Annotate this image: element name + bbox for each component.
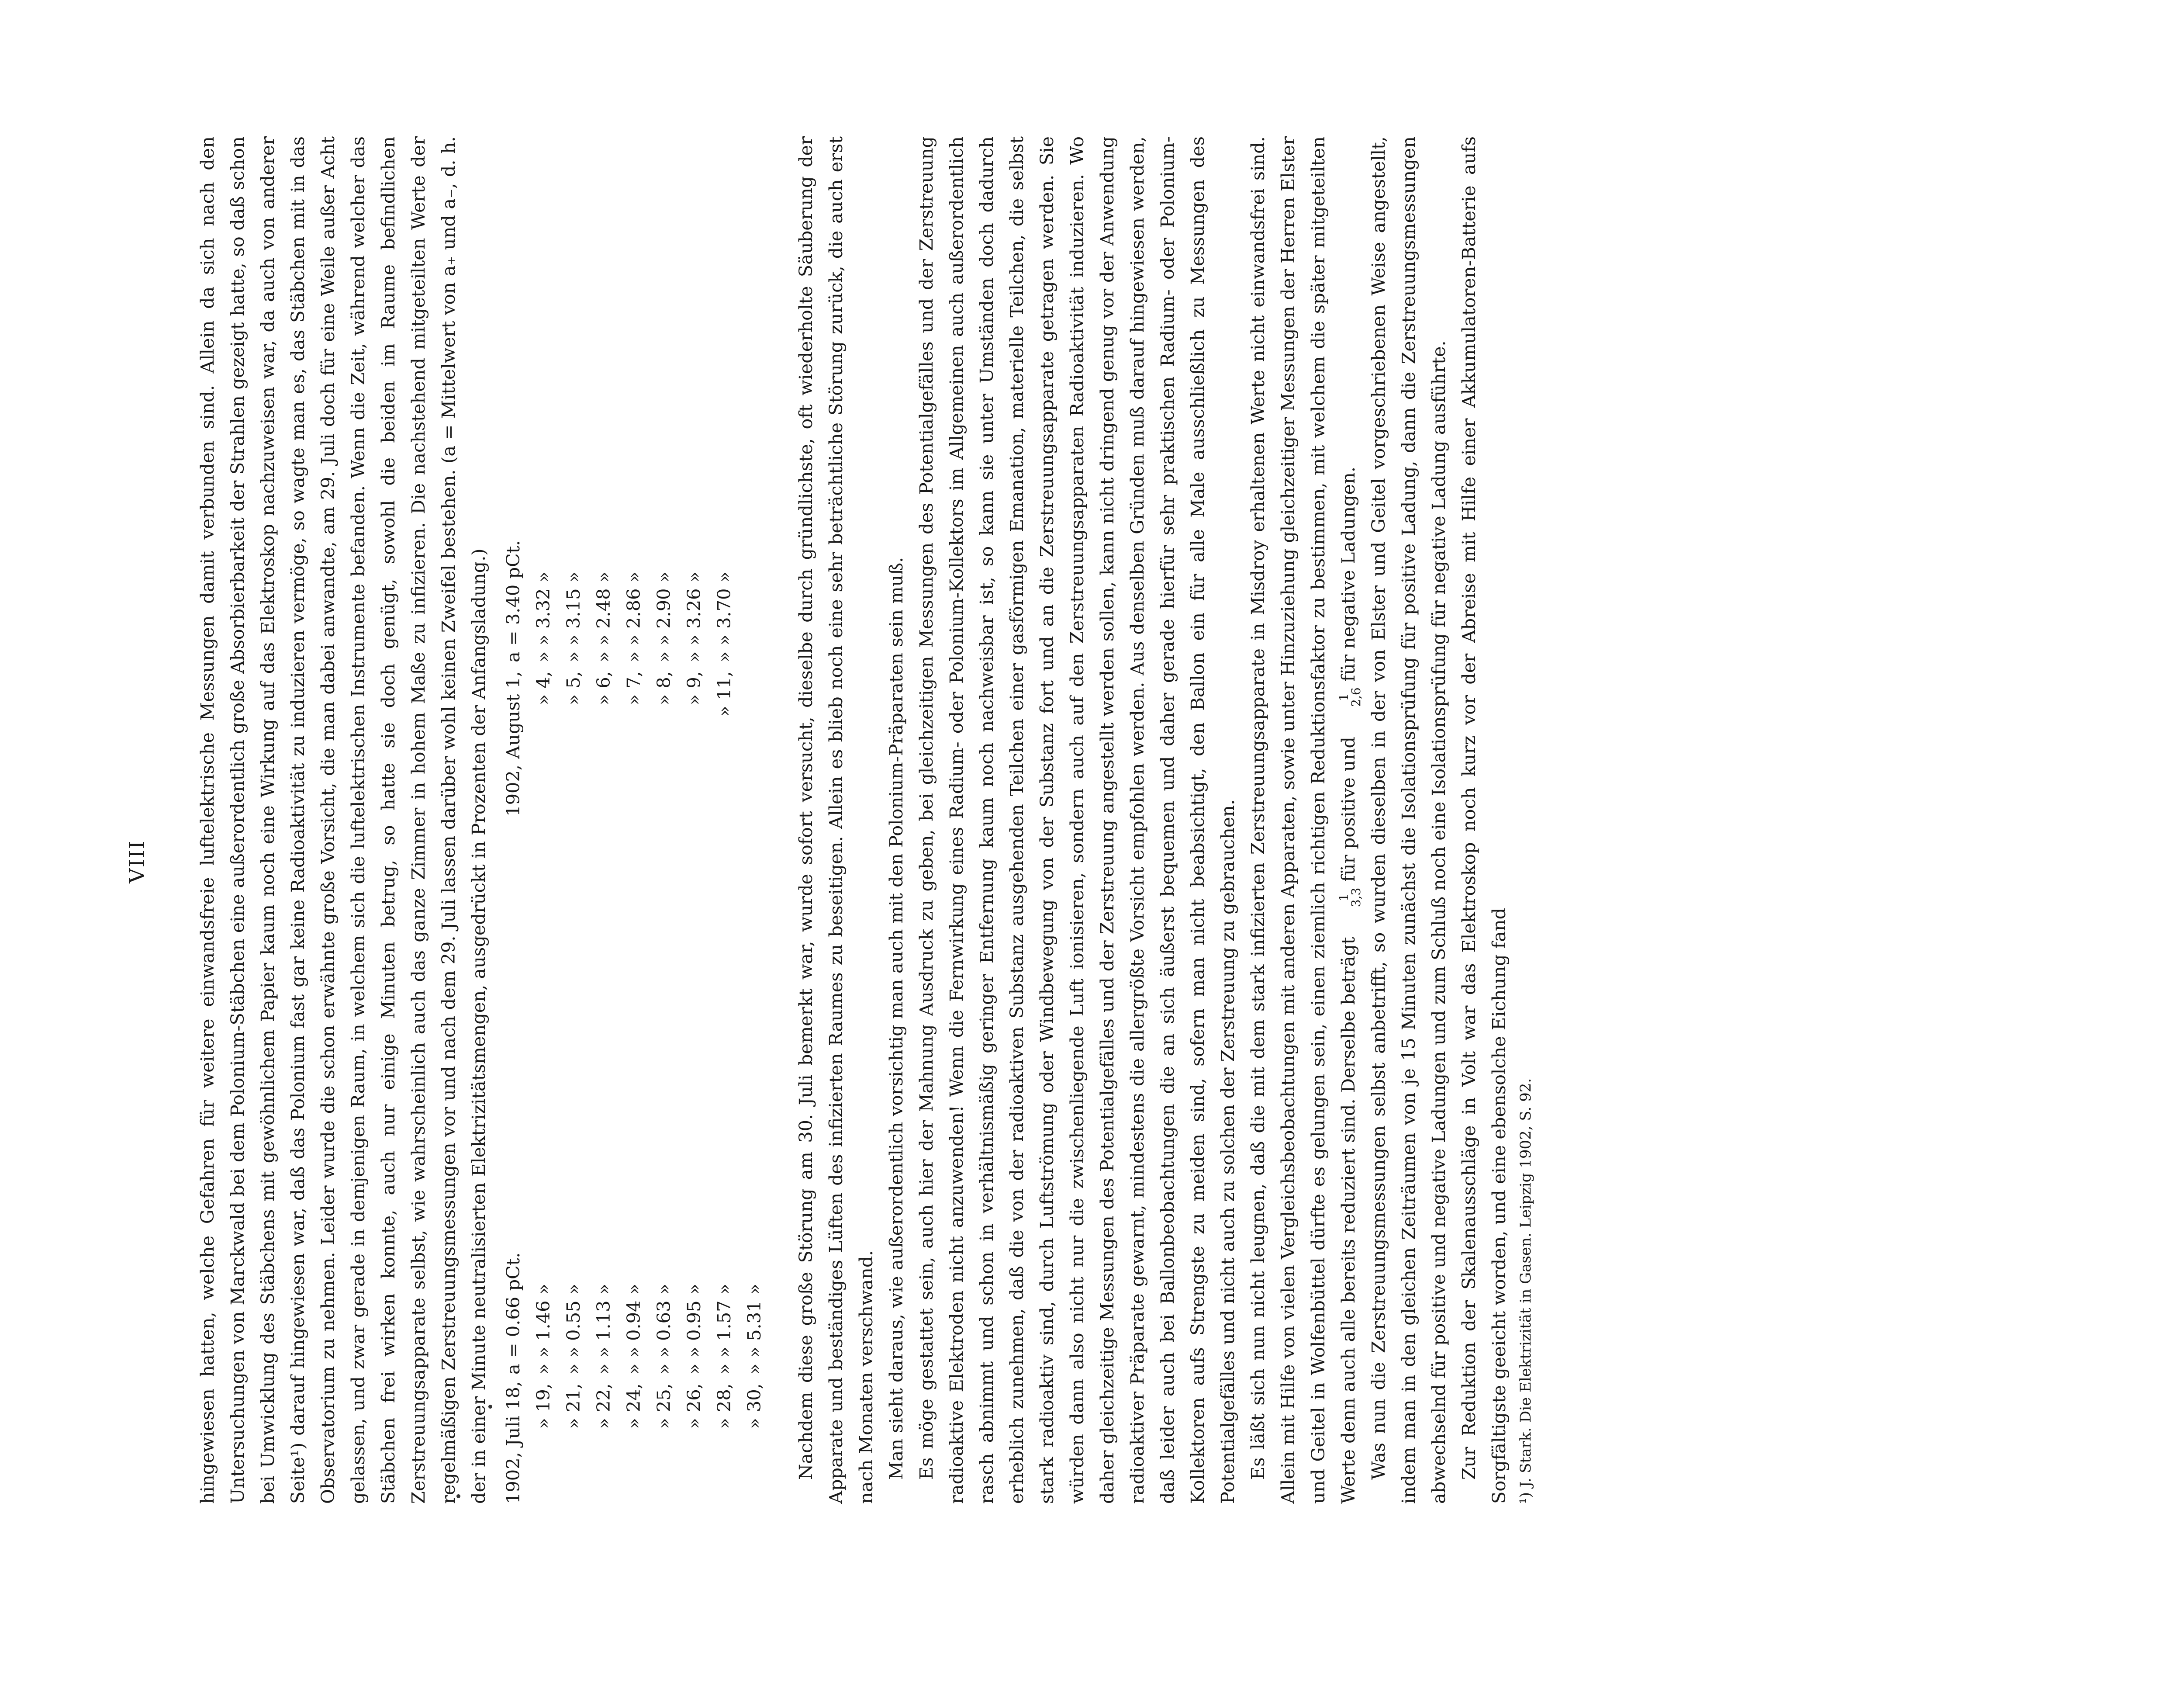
row-value: » » 1.13 »	[593, 1283, 614, 1375]
paragraph: Was nun die Zerstreuungsmessungen selbst anbetrifft, so wurden dieselben in der von Elster und Geitel vorgeschriebenen Weise angestellt, indem man in den gleichen Zeiträumen von je 15 Minuten zunächst die Isolationsprüfung für positive Ladung, dann die Zerstreuungsmessungen abwechselnd für positive und negative Ladungen und zum Schluß noch eine Isolationsprüfung für negative Ladung ausführte.	[1368, 136, 1449, 1504]
table-row	[528, 540, 558, 822]
table-row	[709, 1252, 739, 1504]
row-value: » » 0.95 »	[683, 1283, 705, 1375]
fraction-negative-label: für negative Ladungen.	[1337, 466, 1359, 682]
row-value: » » 3.26 »	[683, 571, 705, 662]
row-date: » 26,	[683, 1383, 705, 1429]
row-date: » 5,	[563, 671, 584, 706]
row-value: » » 0.55 »	[563, 1283, 584, 1375]
row-value: » » 1.57 »	[713, 1283, 735, 1375]
paragraph: Es möge gestattet sein, auch hier der Mahnung Ausdruck zu geben, bei gleichzeitigen Messungen des Potentialgefälles und der Zerstreuung radioaktive Elektroden nicht anzuwenden! Wenn die Fernwirkung eines Radium- oder Polonium-Kollektors im Allgemeinen auch außerordentlich rasch abnimmt und schon in verhältnismäßig geringer Entfernung kaum noch nachweisbar ist, so kann sie unter Umständen doch dadurch erheblich zunehmen, daß die von der radioaktiven Substanz ausgehenden Teilchen einer gasförmigen Emanation, materielle Teilchen, die selbst stark radioaktiv sind, durch Luftströmung oder Windbewegung von der Substanz fort und an die Zerstreuungsapparate getragen werden. Sie würden dann also nicht nur die zwischenliegende Luft ionisieren, sondern auch auf den Zerstreuungsapparaten Radioaktivität induzieren. Wo daher gleichzeitige Messungen des Potentialgefälles und der Zerstreuung angestellt werden sollen, kann nicht dringend genug vor der Anwendung radioaktiver Präparate gewarnt, mindestens die allergrößte Vorsicht empfohlen werden. Aus denselben Gründen muß darauf hingewiesen werden, daß leider auch bei Ballonbeobachtungen die an sich äußerst bequemen und daher gerade hierfür sehr praktischen Radium- oder Polonium-Kollektoren aufs Strengste zu meiden sind, sofern man nicht beabsichtigt, den Ballon ein für alle Male ausschließlich zu Messungen des Potentialgefälles und nicht auch zu solchen der Zerstreuung zu gebrauchen.	[916, 136, 1238, 1504]
table-row	[588, 1252, 619, 1504]
fraction-positive-label: für positive und	[1337, 737, 1359, 882]
paragraph: Zur Reduktion der Skalenausschläge in Volt war das Elektroskop noch kurz vor der Abreise mit Hilfe einer Akkumulatoren-Batterie aufs Sorgfältigste geeicht worden, und eine ebensolche Eichung fand	[1458, 136, 1510, 1504]
row-value: » » 0.94 »	[623, 1283, 644, 1375]
table-row	[679, 1252, 709, 1504]
table-row	[619, 1252, 649, 1504]
page-number: VIII	[125, 840, 149, 883]
table-july	[498, 1252, 769, 1504]
row-date: » 7,	[623, 671, 644, 706]
row-date: » 4,	[532, 671, 554, 706]
row-value: » » 1.46 »	[532, 1283, 554, 1375]
table-row	[649, 540, 679, 822]
footnote: ¹) J. Stark. Die Elektrizität in Gasen. Leipzig 1902, S. 92.	[1517, 1078, 1534, 1504]
row-date: » 28,	[713, 1383, 735, 1429]
table-row	[649, 1252, 679, 1504]
measurement-tables	[498, 136, 784, 1504]
paragraph: Nachdem diese große Störung am 30. Juli bemerkt war, wurde sofort versucht, dieselbe durch gründlichste, oft wiederholte Säuberung der Apparate und beständiges Lüften des infizierten Raumes zu beseitigen. Allein es blieb noch eine sehr beträchtliche Störung zurück, die auch erst nach Monaten verschwand.	[795, 136, 877, 1504]
row-date: 1902, Juli 18,	[502, 1381, 524, 1504]
row-value: a = 0.66 pCt.	[502, 1252, 524, 1375]
row-value: » » 3.15 »	[563, 571, 584, 662]
row-value: » » 2.86 »	[623, 571, 644, 662]
row-date: » 8,	[653, 671, 674, 706]
row-value: a = 3.40 pCt.	[502, 540, 524, 662]
row-value: » » 0.63 »	[653, 1283, 674, 1375]
table-row	[588, 540, 619, 822]
table-row	[739, 1252, 769, 1504]
paragraph-reduction	[1243, 136, 1363, 1504]
row-date: » 22,	[593, 1383, 614, 1429]
table-row	[558, 540, 588, 822]
table-row	[498, 1252, 528, 1504]
row-date: » 21,	[563, 1383, 584, 1429]
table-row	[619, 540, 649, 822]
row-value: » » 5.31 »	[743, 1283, 765, 1375]
table-row	[679, 540, 709, 822]
row-value: » » 3.70 »	[713, 571, 735, 662]
row-date: 1902, August 1,	[502, 671, 524, 817]
row-value: » » 2.90 »	[653, 571, 674, 662]
row-date: » 24,	[623, 1383, 644, 1429]
fraction-positive: 1 3,3	[1336, 887, 1363, 907]
paragraph-text: Es läßt sich nun nicht leugnen, daß die mit dem stark infizierten Zerstreuungsapparate in Misdroy erhaltenen Werte nicht einwandsfrei sind. Allein mit Hilfe von vielen Vergleichsbeobachtungen mit anderen Apparaten, sowie unter Hinzuziehung gleichzeitiger Messungen der Herren Elster und Geitel in Wolfenbüttel dürfte es gelungen sein, einen ziemlich richtigen Reduktionsfaktor zu bestimmen, mit welchem die später mitgeteilten Werte denn auch alle bereits reduziert sind. Derselbe beträgt	[1247, 136, 1359, 1504]
paragraph: Man sieht daraus, wie außerordentlich vorsichtig man auch mit den Polonium-Präparaten sein muß.	[885, 557, 907, 1480]
row-value: » » 3.32 »	[532, 571, 554, 662]
fraction-negative: 1 2,6	[1336, 687, 1363, 707]
row-value: » » 2.48 »	[593, 571, 614, 662]
table-row	[709, 540, 739, 822]
paragraph: hingewiesen hatten, welche Gefahren für weitere einwandsfreie luftelektrische Messungen damit verbunden sind. Allein da sich nach den Untersuchungen von Marckwald bei dem Polonium-Stäbchen eine außerordentlich große Absorbierbarkeit der Strahlen gezeigt hatte, so daß schon bei Umwicklung des Stäbchens mit gewöhnlichem Papier kaum noch eine Wirkung auf das Elektroskop nachzuweisen war, da auch von anderer Seite¹) darauf hingewiesen war, daß das Polonium fast gar keine Radioaktivität zu induzieren vermöge, so wagte man es, das Stäbchen mit in das Observatorium zu nehmen. Leider wurde die schon erwähnte große Vorsicht, die man dabei anwandte, am 29. Juli doch für eine Weile außer Acht gelassen, und zwar gerade in demjenigen Raum, in welchem sich die luftelektrischen Instrumente befanden. Wenn die Zeit, während welcher das Stäbchen frei wirken konnte, auch nur einige Minuten betrug, so hatte sie doch genügt, sowohl die beiden im Raume befindlichen Zerstreuungsapparate selbst, wie wahrscheinlich auch das ganze Zimmer in hohem Maße zu infizieren. Die nachstehend mitgeteilten Werte der regelmäßigen Zerstreuungsmessungen vor und nach dem 29. Juli lassen darüber wohl keinen Zweifel bestehen. (a = Mittelwert von a₊ und a₋, d. h. der in einer Minute neutralisierten Elektrizitätsmengen, ausgedrückt in Prozenten der Anfangsladung.)	[197, 136, 489, 1504]
row-date: » 11,	[713, 671, 735, 717]
table-row	[528, 1252, 558, 1504]
row-date: » 19,	[532, 1383, 554, 1429]
row-date: » 9,	[683, 671, 705, 706]
table-august	[498, 540, 739, 822]
page-body	[192, 136, 1538, 1504]
table-row	[558, 1252, 588, 1504]
row-date: » 6,	[593, 671, 614, 706]
row-date: » 25,	[653, 1383, 674, 1429]
table-row	[498, 540, 528, 822]
row-date: » 30,	[743, 1383, 765, 1429]
